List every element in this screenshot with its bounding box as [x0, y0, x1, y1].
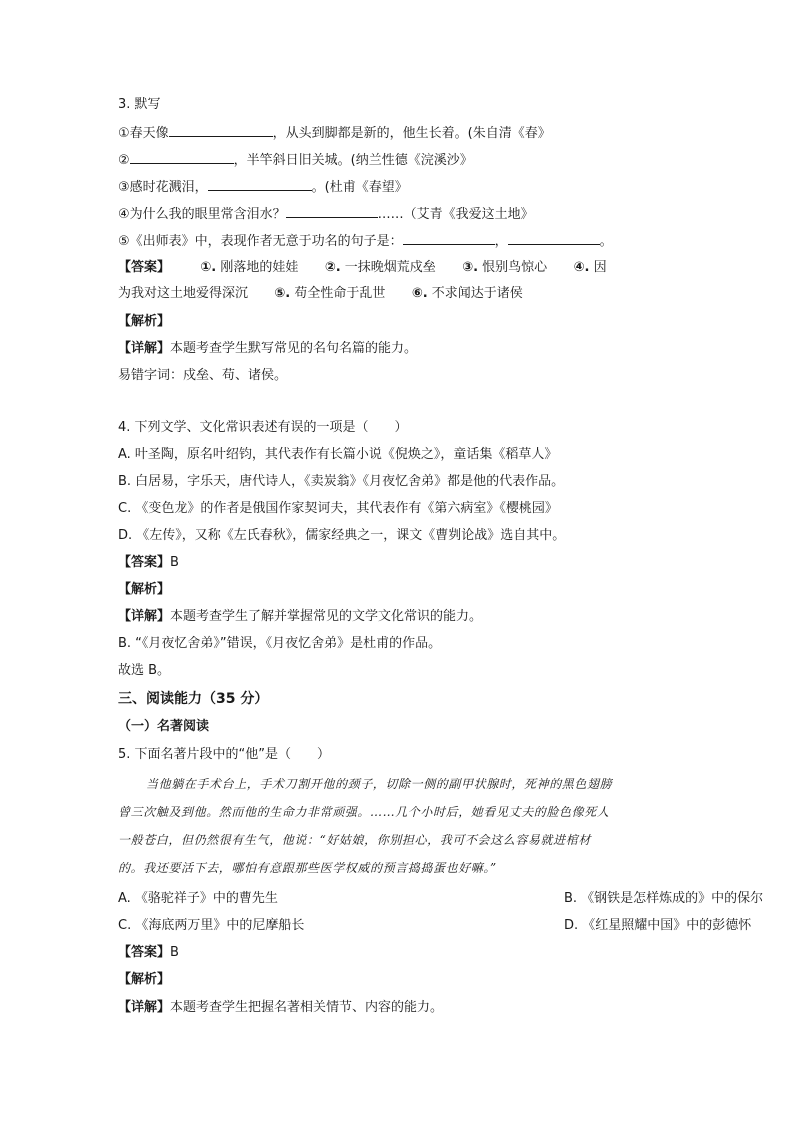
q5-option-d: D. 《红星照耀中国》中的彭德怀 — [564, 918, 752, 933]
answer-value: B — [170, 555, 179, 570]
q5-passage-line-1: 当他躺在手术台上，手术刀割开他的颈子，切除一侧的副甲状腺时，死神的黑色翅膀 — [146, 777, 613, 791]
fill-blank-2 — [130, 150, 234, 164]
q3-analysis-tag: 【解析】 — [118, 314, 171, 329]
q4-option-c: C. 《变色龙》的作者是俄国作家契诃夫，其代表作有《第六病室》《樱桃园》 — [118, 501, 558, 516]
q4-option-b: B. 白居易，字乐天，唐代诗人，《卖炭翁》《月夜忆舍弟》都是他的代表作品。 — [118, 474, 565, 489]
detail-tag: 【详解】 — [118, 1000, 171, 1015]
q4-answer — [118, 554, 694, 572]
q4-detail — [118, 608, 694, 626]
q3-line-1-suffix: ，从头到脚都是新的，他生长着。(朱自清《春》 — [272, 126, 551, 141]
answer-num-6: ⑥. — [411, 286, 428, 301]
q3-line-2-prefix: ② — [118, 153, 130, 168]
section-heading: 三、阅读能力（35 分） — [118, 691, 269, 707]
detail-text: 本题考查学生默写常见的名句名篇的能力。 — [170, 341, 418, 356]
fill-blank-6 — [508, 231, 600, 245]
q3-line-4 — [118, 204, 694, 224]
q4-option-d: D. 《左传》，又称《左氏春秋》，儒家经典之一，课文《曹刿论战》选自其中。 — [118, 528, 566, 543]
q5-option-c: C. 《海底两万里》中的尼摩船长 — [118, 918, 305, 933]
q4-title: 4. 下列文学、文化常识表述有误的一项是（ ） — [118, 420, 408, 435]
detail-tag: 【详解】 — [118, 609, 171, 624]
q3-line-4-suffix: ……（艾青《我爱这土地》 — [377, 207, 534, 222]
answer-text-5: 苟全性命于乱世 — [294, 286, 386, 301]
answer-text-4a: 因 — [593, 260, 607, 275]
q4-analysis-tag: 【解析】 — [118, 582, 171, 597]
q3-line-1 — [118, 123, 694, 143]
answer-tag: 【答案】 — [118, 945, 171, 960]
detail-tag: 【详解】 — [118, 341, 171, 356]
q3-line-3-suffix: 。(杜甫《春望》 — [311, 180, 408, 195]
q3-answer — [118, 259, 694, 277]
answer-num-2: ②. — [324, 260, 341, 275]
q5-passage-line-4: 的。我还要活下去，哪怕有意跟那些医学权威的预言捣捣蛋也好嘛。” — [118, 861, 497, 875]
q5-title: 5. 下面名著片段中的“他”是（ ） — [118, 747, 331, 762]
q3-line-5 — [118, 231, 694, 251]
q5-detail — [118, 999, 694, 1017]
q3-line-5-suffix: 。 — [599, 234, 613, 249]
q3-line-2 — [118, 150, 694, 170]
answer-num-5: ⑤. — [274, 286, 291, 301]
fill-blank-3 — [208, 177, 312, 191]
q3-line-4-prefix: ④为什么我的眼里常含泪水？ — [118, 207, 286, 222]
answer-value: B — [170, 945, 179, 960]
fill-blank-4 — [286, 204, 378, 218]
answer-text-1: 刚落地的娃娃 — [220, 260, 299, 275]
q4-explanation: B. “《月夜忆舍弟》”错误，《月夜忆舍弟》是杜甫的作品。 — [118, 636, 442, 651]
answer-text-2: 一抹晚烟荒戍垒 — [344, 260, 436, 275]
q4-conclusion: 故选 B。 — [118, 663, 171, 678]
answer-tag: 【答案】 — [118, 555, 171, 570]
q5-answer — [118, 944, 694, 962]
q3-line-3 — [118, 177, 694, 197]
answer-text-6: 不求闻达于诸侯 — [431, 286, 523, 301]
q5-passage-line-3: 一般苍白，但仍然很有生气，他说：“好姑娘，你别担心，我可不会这么容易就进棺材 — [118, 833, 591, 847]
q5-passage-line-2: 曾三次触及到他。然而他的生命力非常顽强。……几个小时后，她看见丈夫的脸色像死人 — [118, 805, 610, 819]
q5-options-row-2 — [118, 917, 752, 935]
fill-blank-1 — [169, 123, 273, 137]
q3-answer-cont — [118, 285, 694, 303]
q3-line-1-prefix: ①春天像 — [118, 126, 169, 141]
subsection-heading: （一）名著阅读 — [118, 719, 210, 734]
q3-note: 易错字词：戍垒、苟、诸侯。 — [118, 368, 288, 383]
q5-analysis-tag: 【解析】 — [118, 972, 171, 987]
detail-text: 本题考查学生把握名著相关情节、内容的能力。 — [170, 1000, 444, 1015]
answer-num-1: ①. — [200, 260, 217, 275]
fill-blank-5 — [403, 231, 495, 245]
q5-options-row-1 — [118, 890, 764, 908]
answer-tag: 【答案】 — [118, 260, 171, 275]
q3-detail — [118, 340, 694, 358]
answer-num-3: ③. — [462, 260, 479, 275]
detail-text: 本题考查学生了解并掌握常见的文学文化常识的能力。 — [170, 609, 483, 624]
q3-line-2-suffix: ，半竿斜日旧关城。(纳兰性德《浣溪沙》 — [233, 153, 473, 168]
q3-line-3-prefix: ③感时花溅泪， — [118, 180, 208, 195]
q5-option-a: A. 《骆驼祥子》中的曹先生 — [118, 891, 278, 906]
q5-option-b: B. 《钢铁是怎样炼成的》中的保尔 — [564, 891, 764, 906]
answer-text-3: 恨别鸟惊心 — [482, 260, 548, 275]
q3-line-5-mid: ， — [494, 234, 508, 249]
q3-title: 3. 默写 — [118, 97, 161, 112]
answer-num-4: ④. — [573, 260, 590, 275]
q3-line-5-prefix: ⑤《出师表》中，表现作者无意于功名的句子是： — [118, 234, 403, 249]
q4-option-a: A. 叶圣陶，原名叶绍钧，其代表作有长篇小说《倪焕之》，童话集《稻草人》 — [118, 447, 558, 462]
answer-text-4b: 为我对这土地爱得深沉 — [118, 286, 249, 301]
